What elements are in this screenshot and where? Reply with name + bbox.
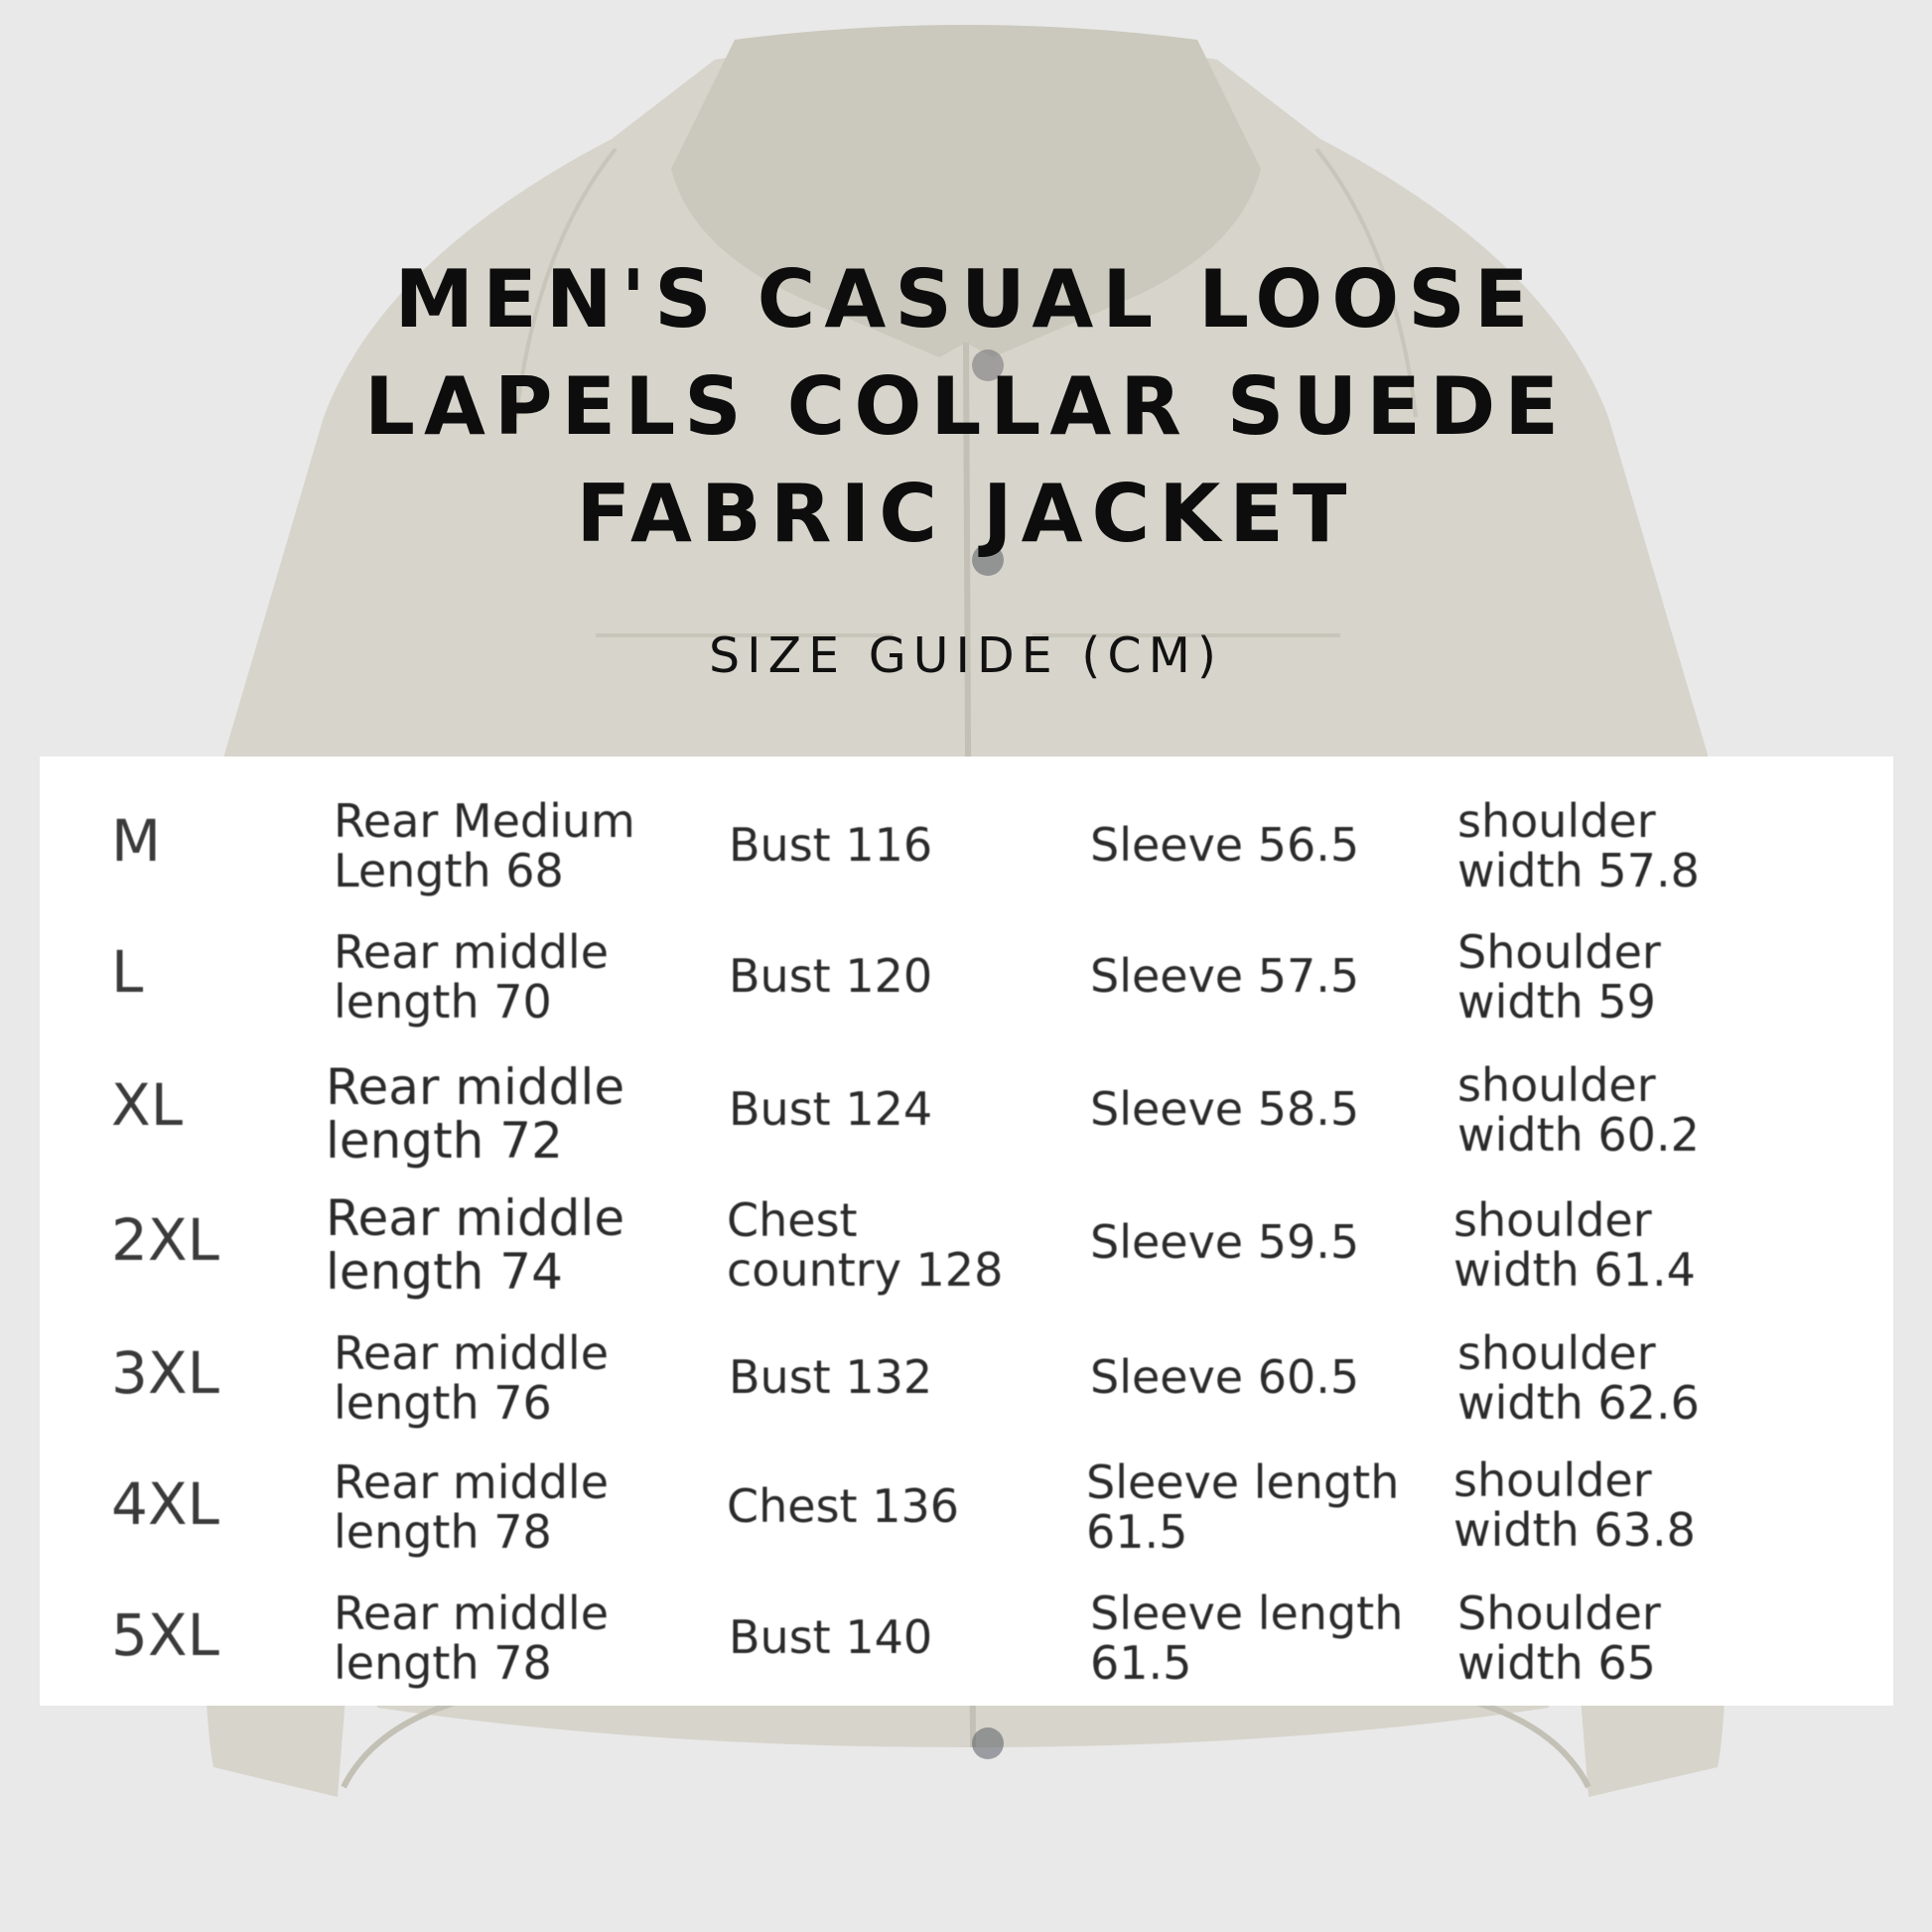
- size-label: 3XL: [111, 1339, 219, 1407]
- sleeve-line-2: 61.5: [1086, 1505, 1188, 1559]
- shoulder-line-2: width 65: [1457, 1636, 1656, 1690]
- shoulder-cell: [1457, 1328, 1700, 1428]
- bust-line-1: Bust 120: [729, 949, 933, 1003]
- sleeve-line-1: Sleeve 59.5: [1090, 1215, 1360, 1269]
- length-line-2: length 72: [326, 1112, 563, 1170]
- length-line-1: Rear middle: [334, 925, 609, 979]
- size-label: XL: [111, 1071, 184, 1139]
- length-line-1: Rear Medium: [334, 794, 635, 848]
- shoulder-cell: [1457, 796, 1700, 896]
- shoulder-line-2: width 61.4: [1453, 1243, 1696, 1297]
- length-cell: [326, 1191, 624, 1299]
- sleeve-line-1: Sleeve length: [1090, 1587, 1404, 1640]
- size-row-l: [40, 909, 1893, 1042]
- bust-cell: [729, 951, 932, 1001]
- length-line-1: Rear middle: [334, 1326, 609, 1380]
- length-cell: [334, 796, 635, 896]
- product-title-line-3: FABRIC JACKET: [576, 468, 1356, 560]
- bust-cell: [729, 820, 932, 870]
- bust-line-2: country 128: [727, 1243, 1004, 1297]
- size-row-2xl: [40, 1177, 1893, 1311]
- shoulder-line-1: Shoulder: [1457, 1587, 1661, 1640]
- shoulder-line-2: width 59: [1457, 975, 1656, 1029]
- bust-cell: [729, 1084, 932, 1134]
- length-cell: [334, 1588, 609, 1688]
- sleeve-cell: [1086, 1457, 1399, 1557]
- length-line-2: length 74: [326, 1243, 563, 1301]
- sleeve-cell: [1090, 1588, 1403, 1688]
- sleeve-line-1: Sleeve 60.5: [1090, 1350, 1360, 1404]
- size-label: 4XL: [111, 1470, 219, 1538]
- length-cell: [334, 927, 609, 1027]
- shoulder-cell: [1457, 1060, 1700, 1160]
- product-title-line-1: MEN'S CASUAL LOOSE: [394, 253, 1538, 345]
- sleeve-line-1: Sleeve 58.5: [1090, 1082, 1360, 1136]
- size-row-m: [40, 778, 1893, 911]
- bust-cell: [727, 1481, 959, 1531]
- length-line-2: length 78: [334, 1505, 552, 1559]
- bust-line-1: Chest: [727, 1193, 858, 1247]
- sleeve-line-1: Sleeve length: [1086, 1455, 1400, 1509]
- bust-line-1: Bust 124: [729, 1082, 933, 1136]
- size-label: M: [111, 807, 162, 875]
- shoulder-line-2: width 63.8: [1453, 1503, 1696, 1557]
- shoulder-line-1: Shoulder: [1457, 925, 1661, 979]
- shoulder-line-2: width 57.8: [1457, 844, 1700, 897]
- size-guide-heading: SIZE GUIDE (CM): [709, 627, 1223, 684]
- size-row-4xl: [40, 1442, 1893, 1575]
- shoulder-line-1: shoulder: [1457, 794, 1656, 848]
- sleeve-cell: [1090, 1217, 1359, 1267]
- bust-cell: [727, 1195, 1003, 1295]
- sleeve-line-1: Sleeve 57.5: [1090, 949, 1360, 1003]
- bust-line-1: Bust 132: [729, 1350, 933, 1404]
- product-title-line-2: LAPELS COLLAR SUEDE: [364, 360, 1568, 453]
- sleeve-cell: [1090, 820, 1359, 870]
- length-cell: [334, 1457, 609, 1557]
- length-line-1: Rear middle: [334, 1455, 609, 1509]
- product-title: [0, 246, 1932, 568]
- shoulder-line-1: shoulder: [1453, 1453, 1652, 1507]
- size-label: L: [111, 938, 144, 1006]
- sleeve-line-1: Sleeve 56.5: [1090, 818, 1360, 872]
- length-line-2: length 70: [334, 975, 552, 1029]
- bust-cell: [729, 1352, 932, 1402]
- bust-line-1: Chest 136: [727, 1479, 959, 1533]
- shoulder-cell: [1453, 1195, 1696, 1295]
- size-table: [40, 757, 1893, 1706]
- bust-line-1: Bust 140: [729, 1610, 933, 1664]
- shoulder-cell: [1457, 927, 1661, 1027]
- size-row-5xl: [40, 1573, 1893, 1706]
- size-row-xl: [40, 1042, 1893, 1175]
- shoulder-line-2: width 62.6: [1457, 1376, 1700, 1430]
- sleeve-cell: [1090, 1352, 1359, 1402]
- shoulder-line-2: width 60.2: [1457, 1108, 1700, 1162]
- sleeve-cell: [1090, 951, 1359, 1001]
- length-line-1: Rear middle: [326, 1058, 625, 1116]
- shoulder-cell: [1453, 1455, 1696, 1555]
- size-row-3xl: [40, 1309, 1893, 1442]
- length-line-2: length 76: [334, 1376, 552, 1430]
- bust-cell: [729, 1612, 932, 1662]
- size-label: 2XL: [111, 1206, 219, 1274]
- shoulder-line-1: shoulder: [1457, 1326, 1656, 1380]
- length-line-2: length 78: [334, 1636, 552, 1690]
- sleeve-line-2: 61.5: [1090, 1636, 1192, 1690]
- shoulder-cell: [1457, 1588, 1661, 1688]
- length-cell: [326, 1060, 624, 1168]
- length-cell: [334, 1328, 609, 1428]
- shoulder-line-1: shoulder: [1453, 1193, 1652, 1247]
- shoulder-line-1: shoulder: [1457, 1058, 1656, 1112]
- size-label: 5XL: [111, 1601, 219, 1669]
- length-line-1: Rear middle: [334, 1587, 609, 1640]
- length-line-1: Rear middle: [326, 1189, 625, 1247]
- bust-line-1: Bust 116: [729, 818, 933, 872]
- sleeve-cell: [1090, 1084, 1359, 1134]
- length-line-2: Length 68: [334, 844, 564, 897]
